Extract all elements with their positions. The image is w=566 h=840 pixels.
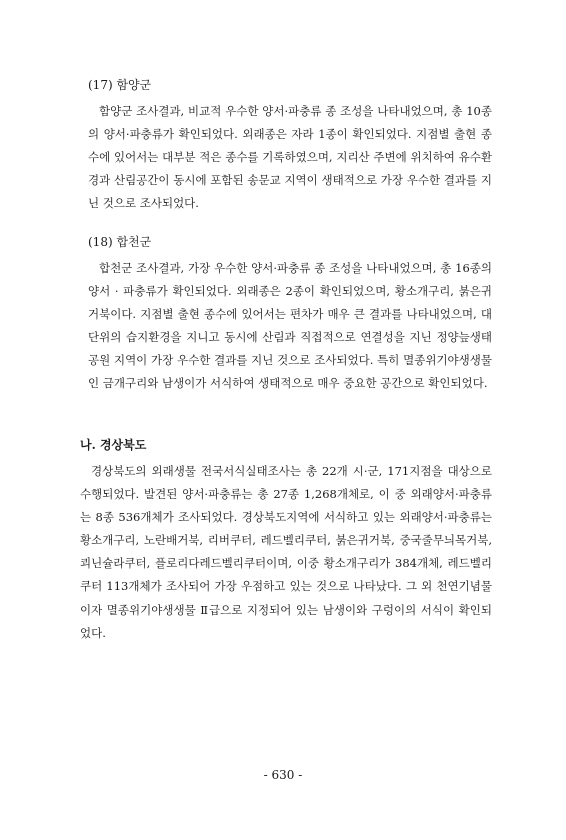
section-heading-hapcheon: (18) 합천군	[88, 235, 152, 249]
paragraph-hapcheon: 합천군 조사결과, 가장 우수한 양서·파충류 종 조성을 나타내었으며, 총 16종의 양서 · 파충류가 확인되었다. 외래종은 2종이 확인되었으며, 황소개구리, 붉은귀거북이다. 지점별 출현 종수에 있어서는 편차가 매우 큰 결과를 나타내었으며, 대단위의 습지환경을 지니고 동시에 산림과 직접적으로 연결성을 지닌 정양늪생태공원 지역이 가장 우수한 결과를 지닌 것으로 조사되었다. 특히 멸종위기야생생물인 금개구리와 남생이가 서식하여 생태적으로 매우 중요한 공간으로 확인되었다.	[88, 261, 492, 391]
section-heading-hamyang: (17) 함양군	[88, 78, 152, 92]
page-number: - 630 -	[263, 768, 303, 782]
paragraph-gyeongbuk: 경상북도의 외래생물 전국서식실태조사는 총 22개 시·군, 171지점을 대상으로 수행되었다. 발견된 양서·파충류는 총 27종 1,268개체로, 이 중 외래양서·파충류는 8종 536개체가 조사되었다. 경상북도지역에 서식하고 있는 외래양서·파충류는 황소개구리, 노란배거북, 리버쿠터, 레드벨리쿠터, 붉은귀거북, 중국줄무늬목거북, 쾨닌슐라쿠터, 플로리다레드벨리쿠터이며, 이중 황소개구리가 384개체, 레드벨리쿠터 113개체가 조사되어 가장 우점하고 있는 것으로 나타났다. 그 외 천연기념물이자 멸종위기야생생물 Ⅱ급으로 지정되어 있는 남생이와 구렁이의 서식이 확인되었다.	[80, 464, 492, 640]
section-heading-gyeongbuk: 나. 경상북도	[80, 438, 147, 452]
paragraph-hamyang: 함양군 조사결과, 비교적 우수한 양서·파충류 종 조성을 나타내었으며, 총 10종의 양서·파충류가 확인되었다. 외래종은 자라 1종이 확인되었다. 지점별 출현 종수에 있어서는 대부분 적은 종수를 기록하였으며, 지리산 주변에 위치하여 유수환경과 산림공간이 동시에 포함된 송문교 지역이 생태적으로 가장 우수한 결과를 지닌 것으로 조사되었다.	[88, 104, 492, 211]
